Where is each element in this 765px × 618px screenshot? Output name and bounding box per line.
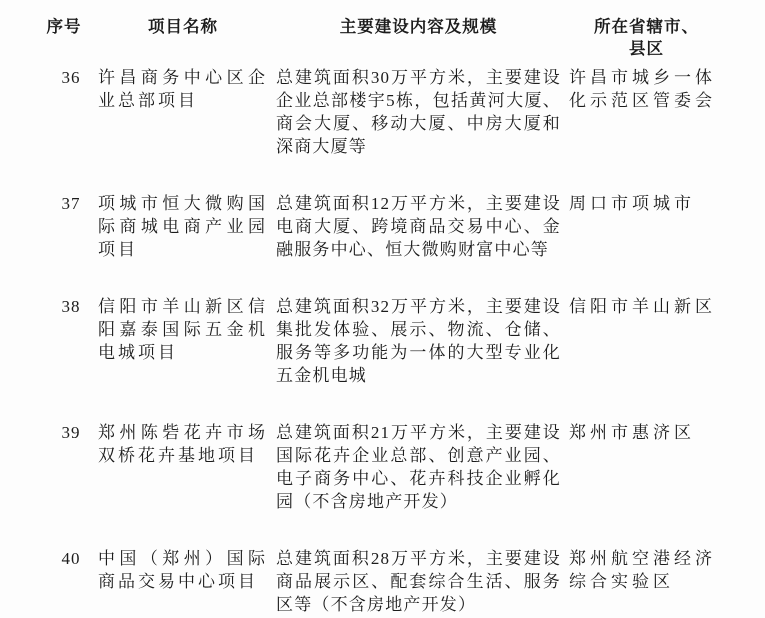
project-name-cell: 中国（郑州）国际商品交易中心项目 xyxy=(98,549,268,591)
location-cell: 许昌市城乡一体化示范区管委会 xyxy=(569,68,716,110)
project-name-cell: 项城市恒大微购国际商城电商产业园项目 xyxy=(98,194,268,259)
header-location: 所在省辖市、县区 xyxy=(594,18,699,58)
project-name-cell: 信阳市羊山新区信阳嘉泰国际五金机电城项目 xyxy=(98,297,268,362)
content-cell: 总建筑面积32万平方米，主要建设集批发体验、展示、物流、仓储、服务等多功能为一体的大型专业化五金机电城 xyxy=(276,297,561,385)
row-number-cell: 40 xyxy=(61,549,81,568)
table-row xyxy=(38,192,765,261)
content-cell: 总建筑面积12万平方米，主要建设电商大厦、跨境商品交易中心、金融服务中心、恒大微购财富中心等 xyxy=(276,194,561,259)
table-row xyxy=(38,295,765,387)
location-cell: 周口市项城市 xyxy=(569,194,695,213)
location-cell: 郑州市惠济区 xyxy=(569,423,695,442)
row-number-cell: 38 xyxy=(61,297,81,316)
table-row xyxy=(38,66,765,158)
header-content: 主要建设内容及规模 xyxy=(339,18,498,36)
content-cell: 总建筑面积28万平方米，主要建设商品展示区、配套综合生活、服务区等（不含房地产开发） xyxy=(276,549,561,614)
location-cell: 信阳市羊山新区 xyxy=(569,297,716,316)
row-number-cell: 36 xyxy=(61,68,81,87)
table-row xyxy=(38,547,765,616)
header-project-name: 项目名称 xyxy=(148,18,218,36)
table-header xyxy=(38,16,765,60)
project-name-cell: 许昌商务中心区企业总部项目 xyxy=(98,68,268,110)
row-number-cell: 37 xyxy=(61,194,81,213)
location-cell: 郑州航空港经济综合实验区 xyxy=(569,549,716,591)
content-cell: 总建筑面积21万平方米，主要建设国际花卉企业总部、创意产业园、电子商务中心、花卉科技企业孵化园（不含房地产开发） xyxy=(276,423,561,511)
project-name-cell: 郑州陈砦花卉市场双桥花卉基地项目 xyxy=(98,423,268,465)
header-no: 序号 xyxy=(46,18,82,36)
content-cell: 总建筑面积30万平方米，主要建设企业总部楼宇5栋，包括黄河大厦、商会大厦、移动大厦、中房大厦和深商大厦等 xyxy=(276,68,561,156)
row-number-cell: 39 xyxy=(61,423,81,442)
table-row xyxy=(38,421,765,513)
